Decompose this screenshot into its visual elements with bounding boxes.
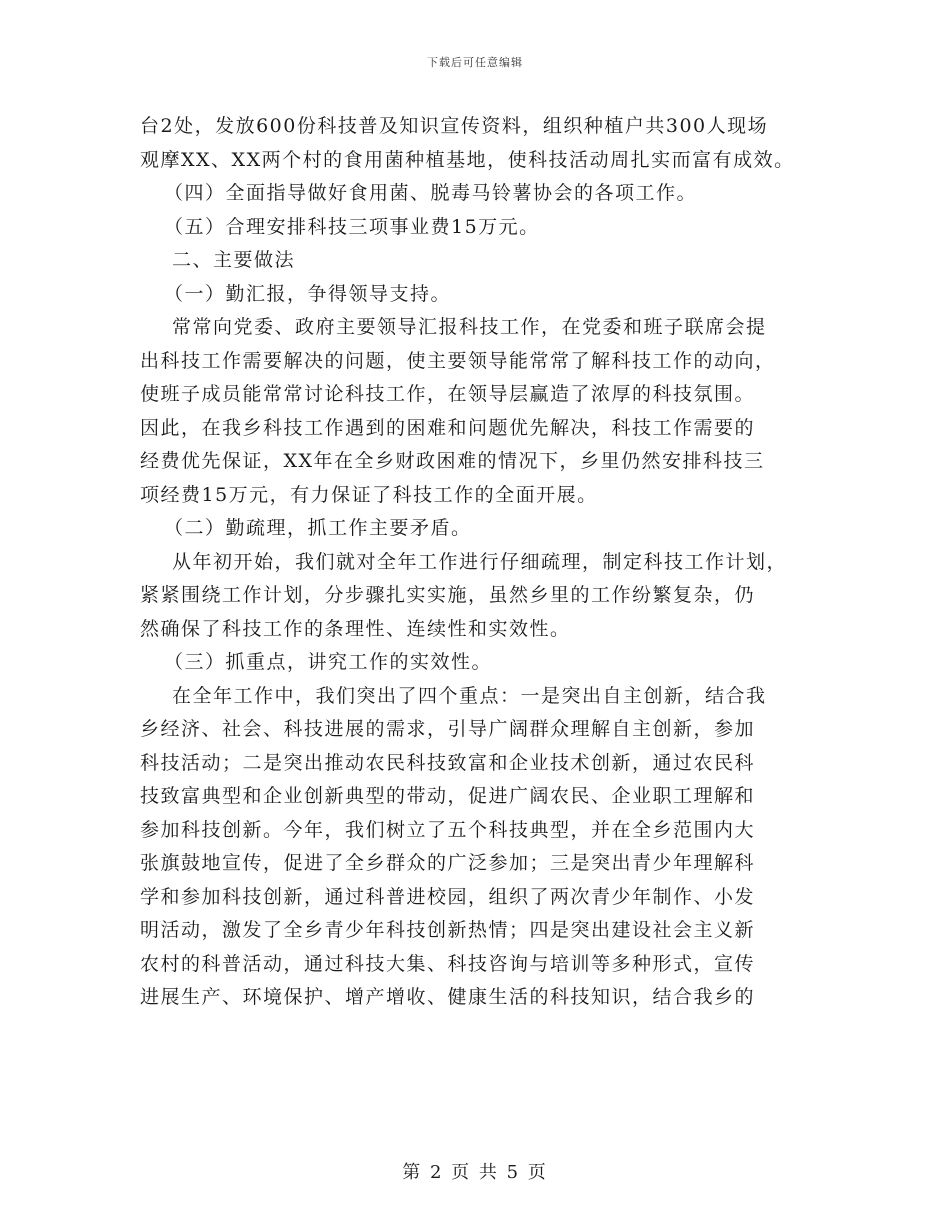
text-line: 张旗鼓地宣传，促进了全乡群众的广泛参加；三是突出青少年理解科 [140,852,756,874]
section-heading: 二、主要做法 [172,249,296,271]
text-line: 农村的科普活动，通过科技大集、科技咨询与培训等多种形式，宣传 [140,952,756,975]
text-line: 观摩XX、XX两个村的食用菌种植基地，使科技活动周扎实而富有成效。 [140,148,795,171]
text-line: 使班子成员能常常讨论科技工作，在领导层赢造了浓厚的科技氛围。 [140,383,756,405]
text-line: 出科技工作需要解决的问题，使主要领导能常常了解科技工作的动向， [140,349,776,372]
text-line: 学和参加科技创新，通过科普进校园，组织了两次青少年制作、小发 [140,885,756,908]
header-note: 下载后可任意编辑 [427,56,523,69]
subsection-heading: （三）抓重点，讲究工作的实效性。 [164,651,493,673]
text-line: 参加科技创新。今年，我们树立了五个科技典型，并在全乡范围内大 [140,818,756,841]
text-line: 项经费15万元，有力保证了科技工作的全面开展。 [140,483,598,506]
text-line: （四）全面指导做好食用菌、脱毒马铃薯协会的各项工作。 [164,182,698,204]
text-line: 台2处，发放600份科技普及知识宣传资料，组织种植户共300人现场 [140,115,769,137]
subsection-heading: （二）勤疏理，抓工作主要矛盾。 [164,517,472,539]
text-line: 常常向党委、政府主要领导汇报科技工作，在党委和班子联席会提 [172,316,767,338]
text-line: 技致富典型和企业创新典型的带动，促进广阔农民、企业职工理解和 [140,785,756,807]
text-line: 明活动，激发了全乡青少年科技创新热情；四是突出建设社会主义新 [140,919,756,941]
subsection-heading: （一）勤汇报，争得领导支持。 [164,282,452,305]
text-line: 在全年工作中，我们突出了四个重点：一是突出自主创新，结合我 [172,684,767,707]
text-line: 紧紧围绕工作计划，分步骤扎实实施，虽然乡里的工作纷繁复杂，仍 [140,584,756,606]
text-line: 然确保了科技工作的条理性、连续性和实效性。 [140,617,571,640]
text-line: 乡经济、社会、科技进展的需求，引导广阔群众理解自主创新，参加 [140,718,756,740]
text-line: 经费优先保证，XX年在全乡财政困难的情况下，乡里仍然安排科技三 [140,450,765,472]
text-line: 科技活动；二是突出推动农民科技致富和企业技术创新，通过农民科 [140,751,756,774]
text-line: 从年初开始，我们就对全年工作进行仔细疏理，制定科技工作计划， [172,550,788,573]
text-line: （五）合理安排科技三项事业费15万元。 [164,215,540,238]
text-line: 进展生产、环境保护、增产增收、健康生活的科技知识，结合我乡的 [140,986,756,1008]
body-text [140,110,820,1015]
page-number: 第 2 页 共 5 页 [402,1162,548,1183]
text-line: 因此，在我乡科技工作遇到的困难和问题优先解决，科技工作需要的 [140,416,756,439]
